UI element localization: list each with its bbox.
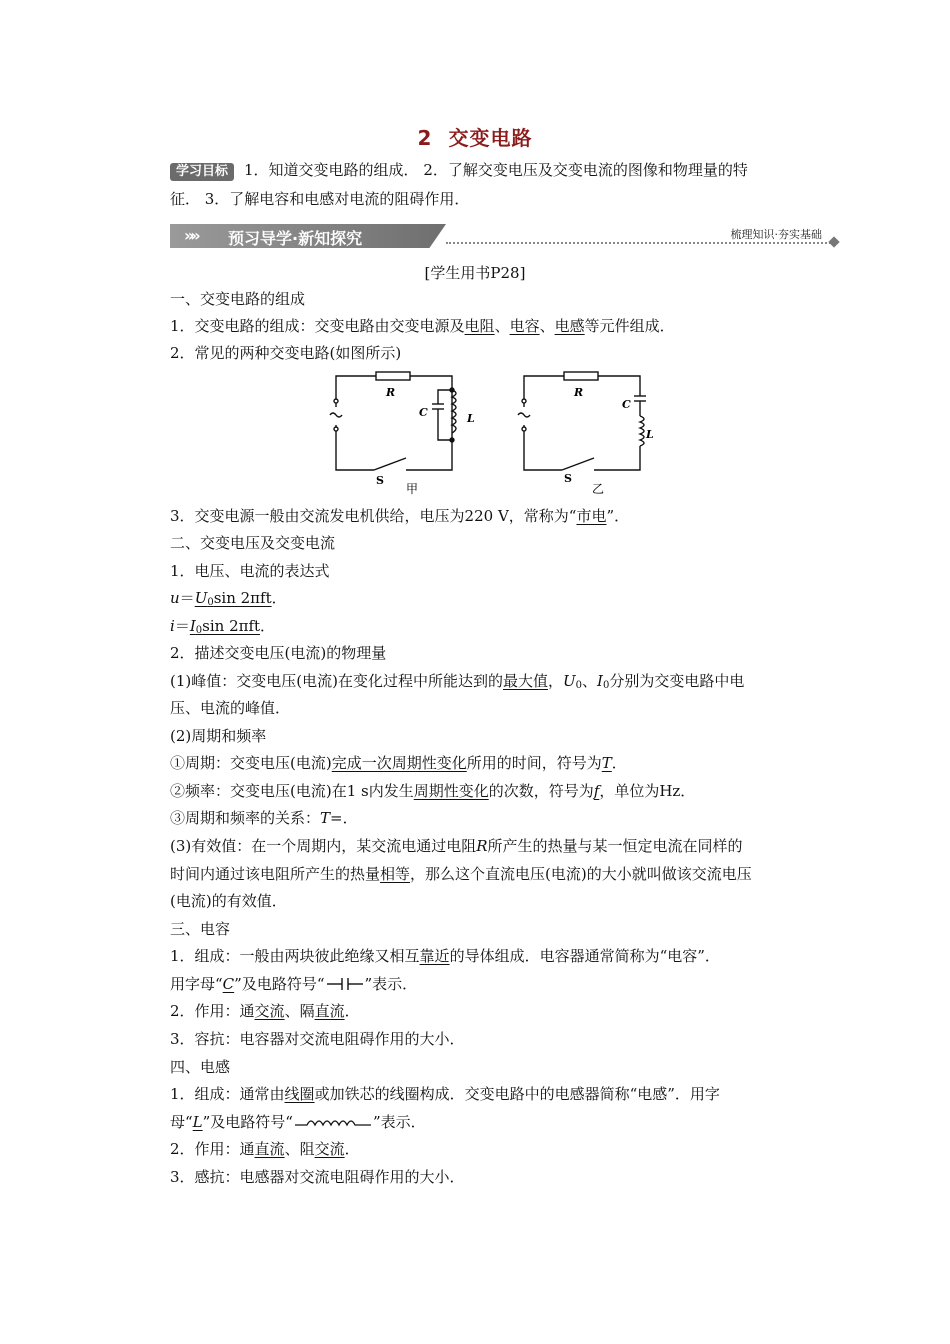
text-run: U [194,589,208,607]
s2-paragraph-2: 2．描述交变电压(电流)的物理量 [170,644,387,662]
answer-f: f [593,782,600,800]
text-run: T [320,809,331,827]
text-run: ”及电路符号“ [234,975,325,993]
answer-inductor: 电感 [554,317,585,335]
text-run: 、 [582,672,598,690]
text-run: ”表示． [364,975,418,993]
text-run: ，那么这个直流电压(电流)的大小就叫做该交流电压 [410,865,752,883]
text-run: i [170,617,175,635]
label-R-jia: R [386,386,396,399]
text-run: 等元件组成． [584,317,675,335]
answer-period: 完成一次周期性变化 [331,754,467,772]
s4-heading: 四、电感 [170,1058,231,1076]
s1-paragraph-3 [170,506,629,526]
text-run: 0 [207,597,214,608]
text-run: ． [344,1140,360,1158]
section-banner [170,224,840,248]
label-jia: 甲 [406,482,419,496]
answer-dc: 直流 [314,1002,345,1020]
text-run: ＝ [179,589,195,607]
answer-ac: 交流 [254,1002,285,1020]
text-run: ． [611,754,627,772]
text-run: ，单位为Hz． [599,782,696,800]
answer-C: C [222,975,235,993]
ac-source-icon [518,413,530,417]
banner-subtitle: 梳理知识·夯实基础 [730,228,822,241]
effective-line-2 [170,864,752,884]
text-run: u [170,589,180,607]
text-run: ． [260,617,276,635]
text-run: R [476,837,488,855]
frequency-line [170,781,695,801]
label-L-yi: L [646,428,654,441]
s1-paragraph-2: 2．常见的两种交变电路(如图所示) [170,344,402,362]
text-run: ”及电路符号“ [202,1113,293,1131]
answer-ac: 交流 [314,1140,345,1158]
text-run: I [189,617,196,635]
text-run: 、 [539,317,555,335]
text-run: 分别为交变电路中电 [609,672,745,690]
banner-title: 预习导学·新知探究 [228,229,363,248]
text-run: 0 [602,680,610,691]
text-run: 2．作用：通 [170,1002,255,1020]
text-run: 、 [494,317,510,335]
text-run: 0 [195,625,203,636]
text-run: 、阻 [284,1140,315,1158]
book-reference: [学生用书P28] [424,264,526,282]
text-run: ＝ [174,617,190,635]
text-run: 母“ [170,1113,193,1131]
period-line [170,753,627,773]
text-run: 的次数，符号为 [488,782,594,800]
ac-source-icon [330,413,342,417]
s4-paragraph-1-line-2 [170,1112,426,1132]
equation-voltage [170,588,287,613]
effective-line-1 [170,836,743,856]
label-yi: 乙 [592,482,605,496]
inductor-symbol-icon [293,1115,373,1129]
s1-paragraph-1 [170,316,675,336]
objectives-line-2: 征． 3．了解电容和电感对电流的阻碍作用． [170,190,470,208]
answer-resistor: 电阻 [464,317,495,335]
s2-paragraph-1: 1．电压、电流的表达式 [170,562,330,580]
text-run: 用字母“ [170,975,223,993]
text-run: ． [344,1002,360,1020]
text-run: 的导体组成．电容器通常简称为“电容”． [449,947,720,965]
s4-paragraph-3: 3．感抗：电感器对交流电阻碍作用的大小． [170,1168,465,1186]
text-run: 0 [575,680,583,691]
circuit-figure [310,362,660,498]
text-run: sin 2πft [202,617,261,635]
banner-divider [446,242,834,244]
text-run: 时间内通过该电阻所产生的热量 [170,865,381,883]
text-run: 所产生的热量与某一恒定电流在同样的 [487,837,743,855]
s3-paragraph-2 [170,1001,360,1021]
resistor-symbol-yi [564,372,598,380]
label-C-jia: C [419,406,428,419]
text-run: 3．交变电源一般由交流发电机供给，电压为220 V，常称为“ [170,507,577,525]
s2-heading: 二、交变电压及交变电流 [170,534,336,552]
text-run: 或加铁芯的线圈构成．交变电路中的电感器简称“电感”．用字 [314,1085,720,1103]
peak-line-2: 压、电流的峰值． [170,699,291,717]
text-run: =． [330,809,358,827]
text-run: 所用的时间，符号为 [466,754,602,772]
period-frequency-heading: (2)周期和频率 [170,727,267,745]
objectives-text-1: 1．知道交变电路的组成． 2．了解交变电压及交变电流的图像和物理量的特 [244,161,748,179]
text-run: 1．组成：通常由 [170,1085,285,1103]
text-run: ③周期和频率的关系： [170,809,321,827]
s3-paragraph-1 [170,946,720,966]
text-run: sin 2πft [213,589,272,607]
answer-L: L [192,1113,203,1131]
inductor-symbol-yi [640,416,644,446]
text-run: ”表示． [372,1113,426,1131]
text-run: ①周期：交变电压(电流) [170,754,332,772]
s4-paragraph-2 [170,1139,360,1159]
capacitor-symbol-icon [325,977,365,991]
text-run: ． [271,589,287,607]
effective-line-3: (电流)的有效值． [170,892,287,910]
text-run: 1．组成：一般由两块彼此绝缘又相互 [170,947,420,965]
s4-paragraph-1 [170,1084,720,1104]
label-C-yi: C [622,398,631,411]
s1-heading: 一、交变电路的组成 [170,290,306,308]
text-run: ”． [606,507,630,525]
text-run: 、隔 [284,1002,315,1020]
objectives-line-1 [170,160,748,181]
page-title [0,122,950,151]
title-number: 2 [417,126,433,150]
label-S-jia: S [376,474,384,487]
text-run: 2．作用：通 [170,1140,255,1158]
text-run: ②频率：交变电压(电流)在1 s内发生 [170,782,414,800]
s3-paragraph-3: 3．容抗：电容器对交流电阻碍作用的大小． [170,1030,465,1048]
diamond-icon [828,236,839,247]
chevron-right-icon: »» [184,226,197,245]
title-text: 交变电路 [448,126,533,150]
peak-line-1 [170,671,744,696]
relation-line [170,808,358,828]
answer-coil: 线圈 [284,1085,315,1103]
answer-periodic-change: 周期性变化 [413,782,489,800]
objectives-badge: 学习目标 [170,163,234,181]
answer-dc: 直流 [254,1140,285,1158]
answer-city-power: 市电 [576,507,607,525]
text-run: U [563,672,576,690]
text-run: ， [547,672,563,690]
text-run: 1．交变电路的组成：交变电路由交变电源及 [170,317,465,335]
resistor-symbol-jia [376,372,410,380]
s3-paragraph-1-line-2 [170,974,417,994]
answer-close: 靠近 [419,947,450,965]
switch-symbol-jia [374,458,406,470]
label-S-yi: S [564,472,572,485]
switch-symbol-yi [562,458,594,470]
s3-heading: 三、电容 [170,920,231,938]
answer-max-value: 最大值 [502,672,548,690]
text-run: I [597,672,603,690]
text-run: (1)峰值：交变电压(电流)在变化过程中所能达到的 [170,672,503,690]
label-R-yi: R [574,386,584,399]
equation-current [170,616,275,641]
label-L-jia: L [467,412,475,425]
answer-equal: 相等 [380,865,411,883]
answer-capacitor: 电容 [509,317,540,335]
answer-T: T [601,754,612,772]
text-run: (3)有效值：在一个周期内，某交流电通过电阻 [170,837,477,855]
